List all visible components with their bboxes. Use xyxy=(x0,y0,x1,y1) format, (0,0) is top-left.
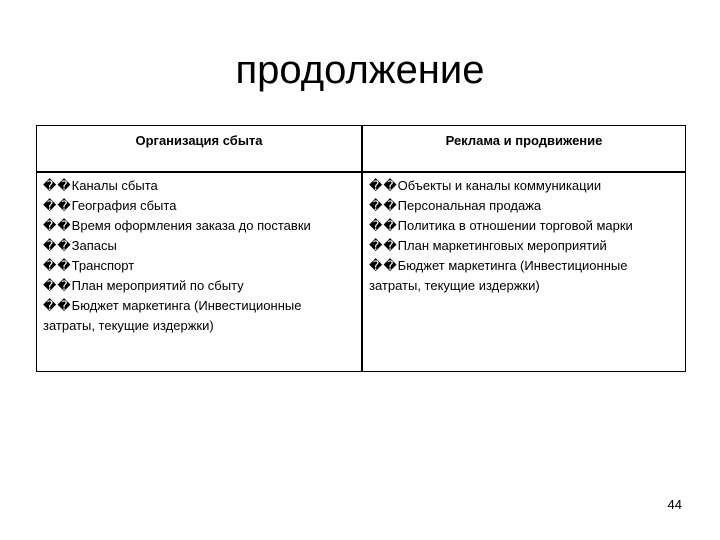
bullet-icon: �� xyxy=(43,238,72,253)
column-header-distribution: Организация сбыта xyxy=(135,133,263,148)
content-table xyxy=(36,125,686,372)
list-item: ��Объекты и каналы коммуникации xyxy=(369,178,602,193)
list-item: ��Время оформления заказа до поставки xyxy=(43,218,311,233)
bullet-icon: �� xyxy=(43,298,72,313)
bullet-icon: �� xyxy=(43,258,72,273)
bullet-icon: �� xyxy=(43,278,72,293)
list-item: ��Транспорт xyxy=(43,258,135,273)
slide-title: продолжение xyxy=(235,48,485,92)
bullet-icon: �� xyxy=(369,198,398,213)
bullet-icon: �� xyxy=(369,218,398,233)
list-item: ��Политика в отношении торговой марки xyxy=(369,218,633,233)
column-header-promotion: Реклама и продвижение xyxy=(445,133,603,148)
bullet-icon: �� xyxy=(43,218,72,233)
list-item: ��География сбыта xyxy=(43,198,177,213)
list-item: ��Персональная продажа xyxy=(369,198,542,213)
distribution-list xyxy=(43,176,355,336)
list-item: ��Запасы xyxy=(43,238,117,253)
bullet-icon: �� xyxy=(43,198,72,213)
column-divider xyxy=(361,126,363,371)
list-item: ��Бюджет маркетинга (Инвестиционные затраты, текущие издержки) xyxy=(43,298,302,333)
list-item: ��План маркетинговых мероприятий xyxy=(369,238,607,253)
bullet-icon: �� xyxy=(369,258,398,273)
list-item: ��Бюджет маркетинга (Инвестиционные затраты, текущие издержки) xyxy=(369,258,628,293)
bullet-icon: �� xyxy=(369,178,398,193)
list-item: ��Каналы сбыта xyxy=(43,178,158,193)
page-number: 44 xyxy=(667,497,682,512)
bullet-icon: �� xyxy=(43,178,72,193)
bullet-icon: �� xyxy=(369,238,398,253)
header-divider xyxy=(37,171,685,173)
list-item: ��План мероприятий по сбыту xyxy=(43,278,244,293)
promotion-list xyxy=(369,176,681,296)
